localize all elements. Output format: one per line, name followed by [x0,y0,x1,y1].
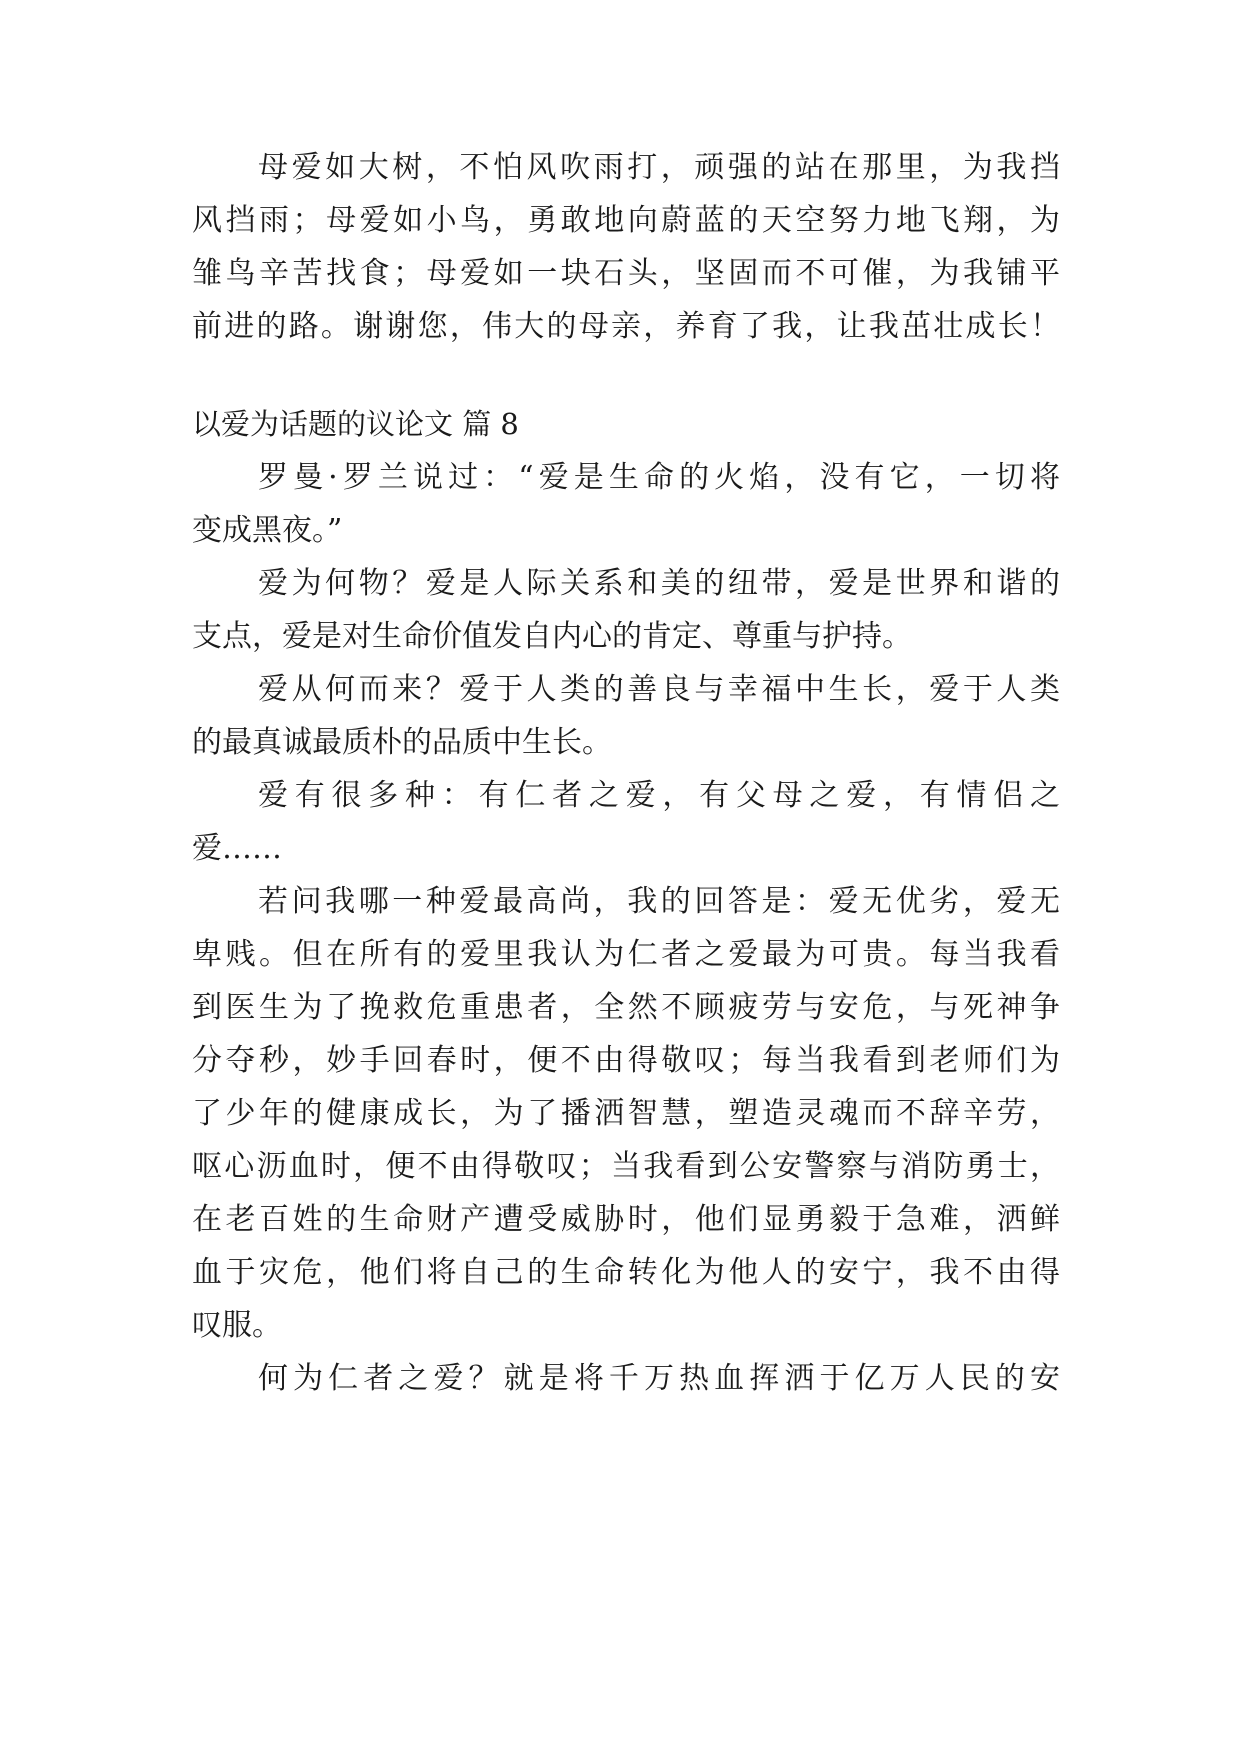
text-line: 在老百姓的生命财产遭受威胁时，他们显勇毅于急难，洒鲜 [192,1202,1060,1237]
text-line: 血于灾危，他们将自己的生命转化为他人的安宁，我不由得 [192,1255,1060,1290]
text-line: 母爱如大树，不怕风吹雨打，顽强的站在那里，为我挡 [258,150,1060,185]
text-line: 了少年的健康成长，为了播洒智慧，塑造灵魂而不辞辛劳， [192,1096,1060,1131]
text-line: 雏鸟辛苦找食；母爱如一块石头，坚固而不可催，为我铺平 [192,256,1060,291]
text-line: 罗曼·罗兰说过：“爱是生命的火焰，没有它，一切将 [258,460,1060,495]
text-line: 卑贱。但在所有的爱里我认为仁者之爱最为可贵。每当我看 [192,937,1060,972]
text-line: 爱为何物？爱是人际关系和美的纽带，爱是世界和谐的 [258,566,1060,601]
section-heading: 以爱为话题的议论文 篇 8 [192,407,519,441]
text-line: 到医生为了挽救危重患者，全然不顾疲劳与安危，与死神争 [192,990,1060,1025]
text-line: 支点，爱是对生命价值发自内心的肯定、尊重与护持。 [192,619,912,654]
text-line: 前进的路。谢谢您，伟大的母亲，养育了我，让我茁壮成长！ [192,309,1060,344]
text-line: 爱有很多种：有仁者之爱，有父母之爱，有情侣之 [258,778,1060,813]
text-line: 爱…… [192,831,282,866]
text-line: 若问我哪一种爱最高尚，我的回答是：爱无优劣，爱无 [258,884,1060,919]
text-line: 的最真诚最质朴的品质中生长。 [192,725,612,760]
text-line: 呕心沥血时，便不由得敬叹；当我看到公安警察与消防勇士， [192,1149,1060,1184]
text-line: 爱从何而来？爱于人类的善良与幸福中生长，爱于人类 [258,672,1060,707]
text-line: 何为仁者之爱？就是将千万热血挥洒于亿万人民的安 [258,1361,1060,1396]
text-line: 叹服。 [192,1308,282,1343]
text-line: 分夺秒，妙手回春时，便不由得敬叹；每当我看到老师们为 [192,1043,1060,1078]
text-line: 风挡雨；母爱如小鸟，勇敢地向蔚蓝的天空努力地飞翔，为 [192,203,1060,238]
text-line: 变成黑夜。” [192,513,343,548]
